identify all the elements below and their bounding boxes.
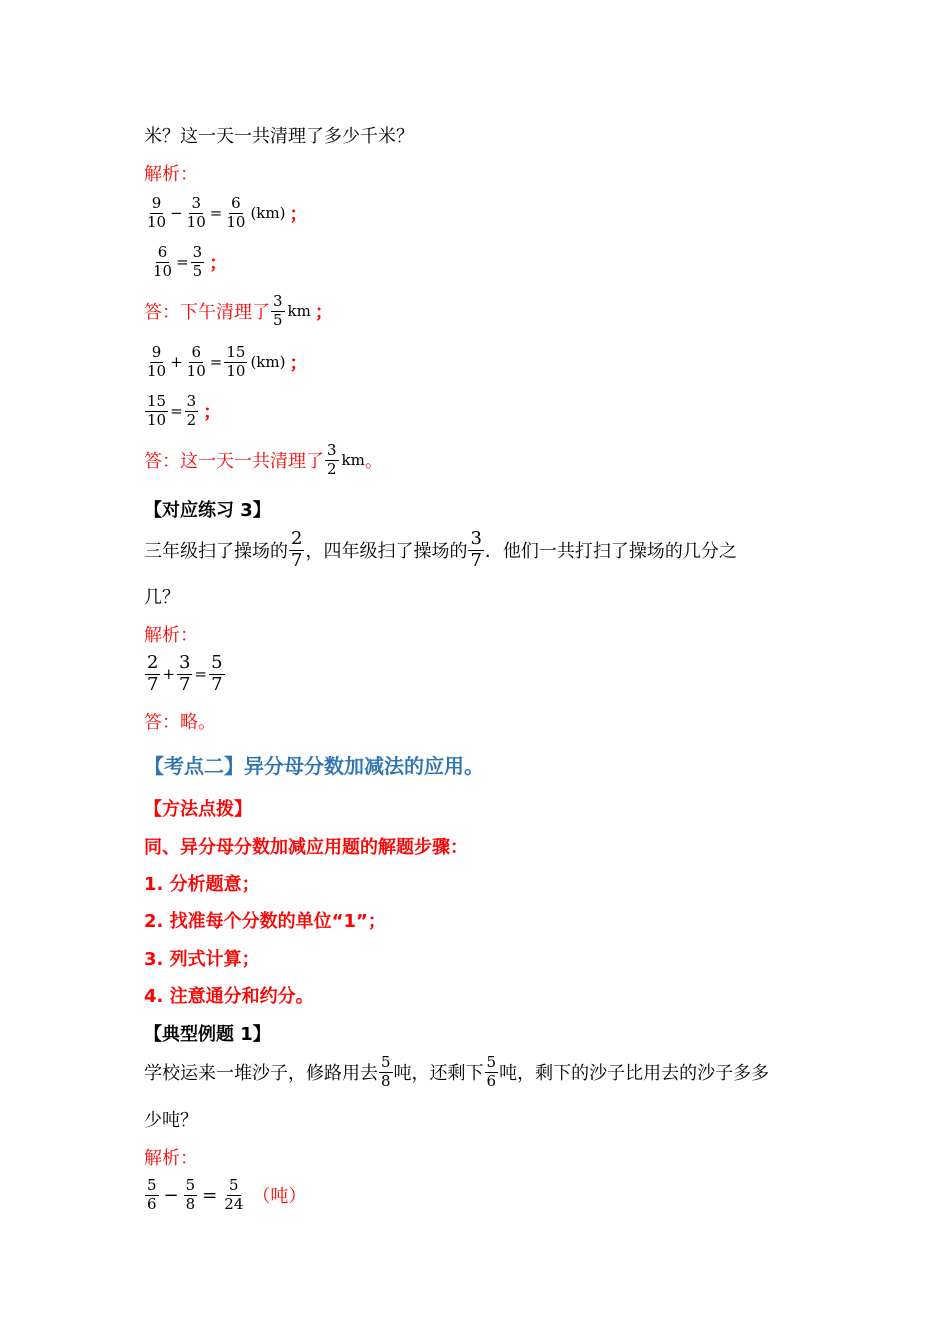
denominator: 10 — [147, 410, 167, 429]
section-2-title — [144, 750, 484, 779]
numerator: 9 — [151, 194, 162, 212]
numerator: 5 — [211, 652, 223, 673]
fraction — [184, 1178, 198, 1213]
operator: − — [163, 1184, 179, 1206]
equals-sign: = — [209, 204, 223, 223]
semicolon: ； — [209, 253, 228, 275]
numerator: 5 — [185, 1176, 196, 1194]
equation-6 — [144, 1178, 306, 1213]
period: 。 — [364, 451, 383, 473]
practice-3-question-line-2 — [144, 583, 180, 609]
numerator: 3 — [179, 652, 191, 673]
method-title-text: 【方法点拨】 — [144, 799, 252, 820]
equation-4 — [144, 394, 221, 429]
unit: km — [341, 451, 365, 470]
answer-2 — [144, 443, 383, 478]
fraction — [224, 196, 247, 231]
denominator: 10 — [147, 361, 167, 380]
numerator: 3 — [273, 292, 283, 310]
operator: + — [162, 665, 176, 684]
analysis-label-text: 解析： — [144, 625, 198, 646]
equals-sign: = — [202, 1184, 218, 1206]
step-text: 4. 注意通分和约分。 — [144, 986, 314, 1007]
question-text: 米？这一天一共清理了多少千米？ — [144, 126, 414, 147]
question-text: 三年级扫了操场的 — [144, 541, 288, 563]
denominator: 24 — [224, 1194, 244, 1213]
numerator: 6 — [191, 343, 201, 361]
fraction — [185, 196, 208, 231]
section-2-title-text: 【考点二】异分母分数加减法的应用。 — [144, 754, 484, 778]
equals-sign: = — [176, 253, 189, 272]
equation-1 — [144, 196, 307, 231]
answer-text: 答：略。 — [144, 712, 216, 733]
unit: (km) — [250, 204, 286, 223]
numerator: 2 — [147, 652, 159, 673]
numerator: 3 — [470, 528, 482, 549]
denominator: 8 — [185, 1194, 196, 1213]
method-title — [144, 795, 252, 821]
denominator: 10 — [226, 212, 246, 231]
question-text: 少吨？ — [144, 1110, 198, 1131]
example-1-question — [144, 1055, 769, 1090]
equals-sign: = — [194, 665, 208, 684]
denominator: 5 — [192, 261, 203, 280]
step-4 — [144, 982, 314, 1008]
fraction — [185, 345, 208, 380]
fraction — [209, 654, 224, 695]
denominator: 7 — [470, 549, 482, 571]
step-text: 1. 分析题意； — [144, 874, 260, 895]
semicolon: ； — [289, 204, 308, 226]
denominator: 7 — [291, 549, 303, 571]
denominator: 7 — [179, 673, 191, 695]
answer-text: 答：这一天一共清理了 — [144, 451, 324, 473]
numerator: 9 — [151, 343, 162, 361]
denominator: 8 — [381, 1071, 391, 1090]
question-continuation — [144, 122, 414, 148]
step-3 — [144, 945, 260, 971]
denominator: 10 — [153, 261, 173, 280]
question-text: 吨，还剩下 — [393, 1063, 484, 1085]
equals-sign: = — [170, 402, 183, 421]
unit: (km) — [250, 353, 286, 372]
fraction — [145, 1178, 159, 1213]
equation-3 — [144, 345, 307, 380]
fraction — [145, 196, 168, 231]
method-intro — [144, 833, 468, 859]
numerator: 3 — [186, 392, 197, 410]
fraction — [185, 394, 199, 429]
denominator: 7 — [147, 673, 159, 695]
fraction — [468, 530, 483, 571]
numerator: 15 — [226, 343, 246, 361]
denominator: 6 — [486, 1071, 497, 1090]
denominator: 7 — [211, 673, 223, 695]
operator: + — [170, 353, 183, 372]
answer-1 — [144, 294, 333, 329]
question-text: 几？ — [144, 587, 180, 608]
equation-2 — [150, 245, 227, 280]
fraction — [177, 654, 192, 695]
fraction — [379, 1055, 393, 1090]
analysis-label — [144, 1144, 198, 1170]
fraction — [145, 654, 160, 695]
fraction — [485, 1055, 499, 1090]
fraction — [145, 345, 168, 380]
question-text: 学校运来一堆沙子，修路用去 — [144, 1063, 378, 1085]
fraction — [222, 1178, 245, 1213]
analysis-label-text: 解析： — [144, 1148, 198, 1169]
equation-5 — [144, 654, 226, 695]
practice-3-title — [144, 496, 271, 522]
denominator: 6 — [147, 1194, 157, 1213]
question-text: 吨，剩下的沙子比用去的沙子多多 — [499, 1063, 770, 1085]
fraction — [191, 245, 205, 280]
fraction — [224, 345, 247, 380]
fraction — [145, 394, 168, 429]
practice-3-question — [144, 530, 737, 571]
operator: − — [170, 204, 183, 223]
step-text: 2. 找准每个分数的单位“1”； — [144, 911, 386, 932]
answer-text: 答：下午清理了 — [144, 302, 270, 324]
denominator: 10 — [226, 361, 246, 380]
numerator: 5 — [147, 1176, 157, 1194]
denominator: 10 — [186, 361, 206, 380]
fraction — [289, 530, 304, 571]
denominator: 10 — [186, 212, 206, 231]
numerator: 2 — [291, 528, 303, 549]
step-text: 3. 列式计算； — [144, 949, 260, 970]
semicolon: ； — [314, 302, 333, 324]
answer-3 — [144, 708, 216, 734]
unit: km — [287, 302, 311, 321]
denominator: 5 — [273, 310, 283, 329]
numerator: 6 — [157, 243, 168, 261]
numerator: 5 — [486, 1053, 497, 1071]
numerator: 3 — [327, 441, 337, 459]
step-2 — [144, 907, 386, 933]
example-1-title-text: 【典型例题 1】 — [144, 1024, 271, 1045]
semicolon: ； — [203, 402, 222, 424]
fraction — [151, 245, 174, 280]
question-text: ．他们一共打扫了操场的几分之 — [484, 541, 737, 563]
denominator: 2 — [327, 459, 337, 478]
numerator: 3 — [192, 243, 203, 261]
fraction — [271, 294, 285, 329]
denominator: 2 — [186, 410, 197, 429]
numerator: 3 — [191, 194, 201, 212]
step-1 — [144, 870, 260, 896]
analysis-label — [144, 621, 198, 647]
practice-3-title-text: 【对应练习 3】 — [144, 500, 271, 521]
example-1-title — [144, 1020, 271, 1046]
numerator: 6 — [231, 194, 241, 212]
analysis-label — [144, 160, 198, 186]
unit: （吨） — [252, 1186, 307, 1208]
semicolon: ； — [289, 353, 308, 375]
question-text: ，四年级扫了操场的 — [305, 541, 468, 563]
analysis-label-text: 解析： — [144, 164, 198, 185]
equals-sign: = — [209, 353, 223, 372]
numerator: 15 — [147, 392, 167, 410]
numerator: 5 — [229, 1176, 239, 1194]
numerator: 5 — [381, 1053, 391, 1071]
fraction — [325, 443, 339, 478]
denominator: 10 — [147, 212, 167, 231]
method-intro-text: 同、异分母分数加减应用题的解题步骤： — [144, 837, 468, 858]
example-1-question-line-2 — [144, 1106, 198, 1132]
